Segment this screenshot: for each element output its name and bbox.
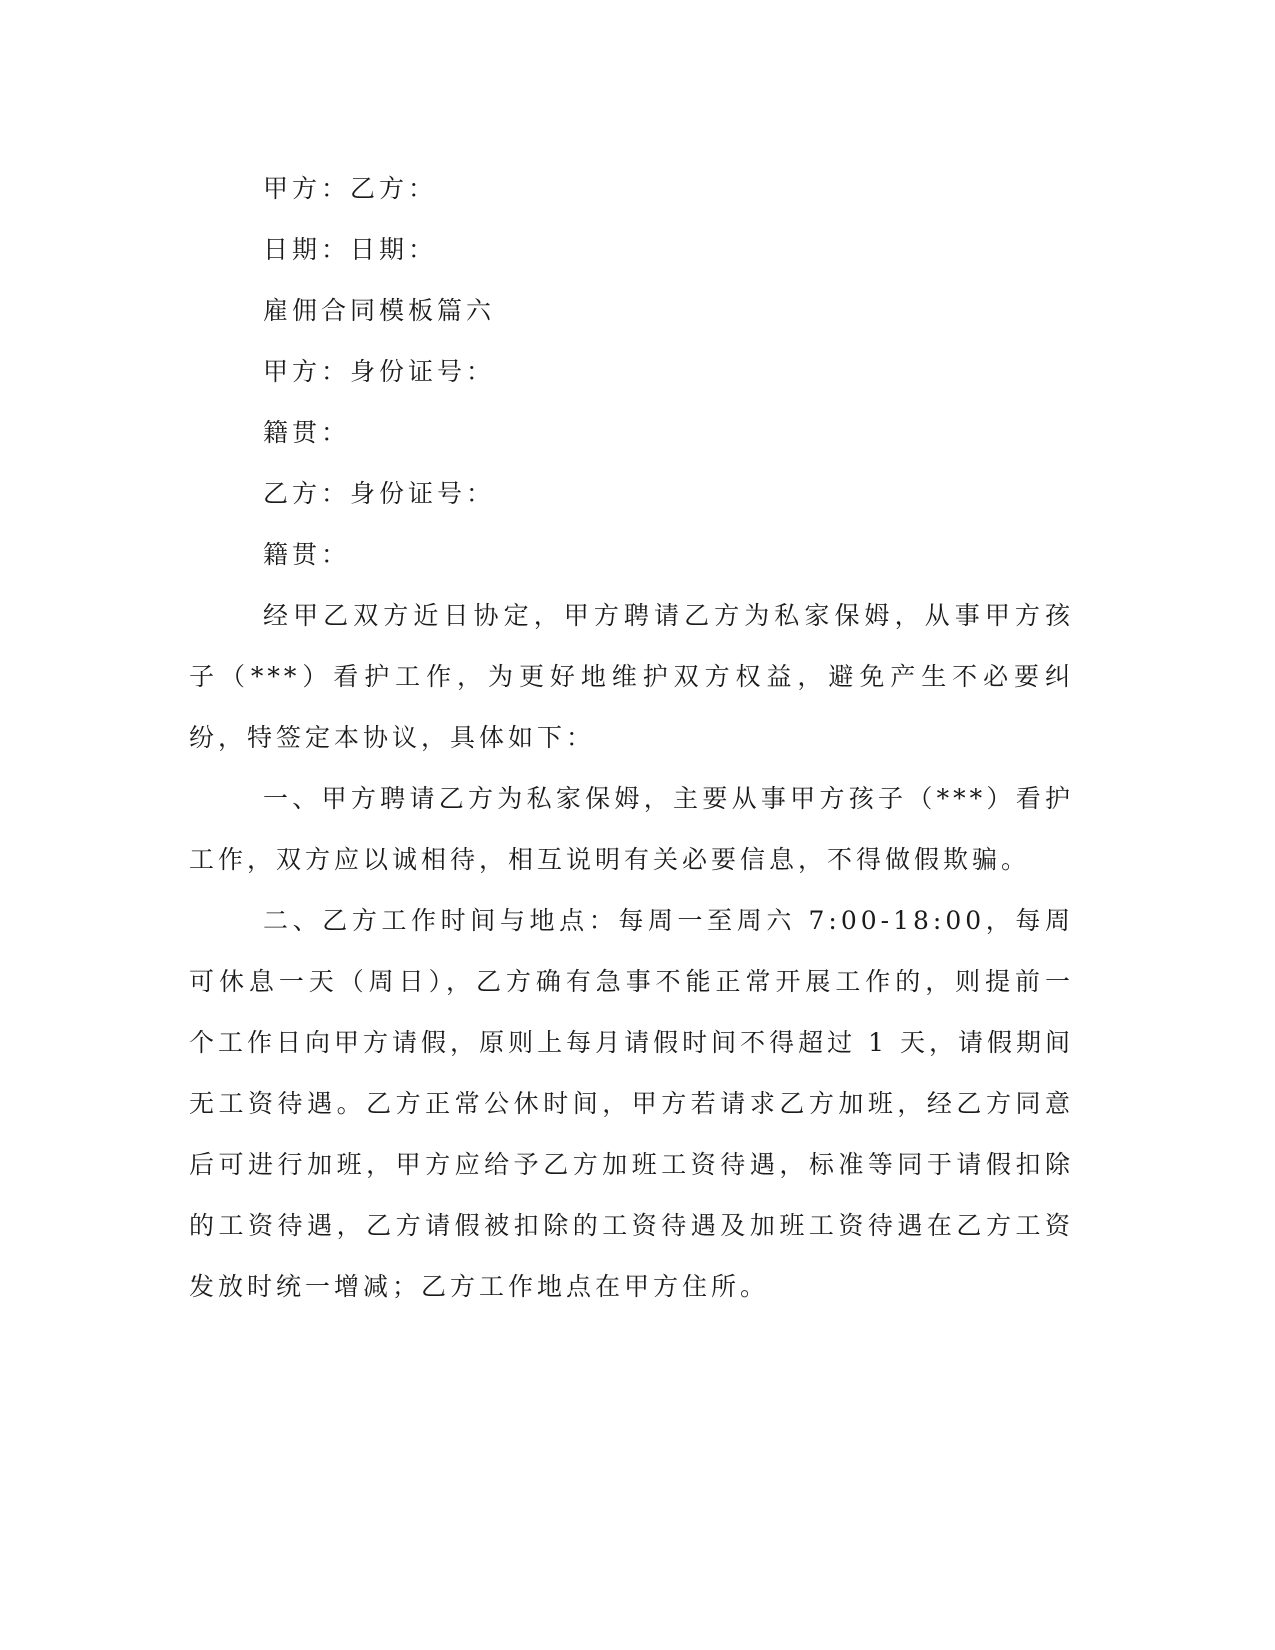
party-a-origin-line: 籍贯： bbox=[263, 418, 351, 447]
party-b-origin-line: 籍贯： bbox=[263, 540, 351, 569]
party-signature-line: 甲方：乙方： bbox=[263, 174, 438, 203]
clause-2-paragraph: 二、乙方工作时间与地点：每周一至周六 7:00-18:00，每周可休息一天（周日），乙方确有急事不能正常开展工作的，则提前一个工作日向甲方请假，原则上每月请假时间不得超过 1 天，请假期间无工资待遇。乙方正常公休时间，甲方若请求乙方加班，经乙方同意后可进行加班，甲方应给予乙方加班工资待遇，标准等同于请假扣除的工资待遇，乙方请假被扣除的工资待遇及加班工资待遇在乙方工资发放时统一增减；乙方工作地点在甲方住所。 bbox=[189, 906, 1074, 1301]
document-body bbox=[189, 158, 1074, 1317]
intro-paragraph: 经甲乙双方近日协定，甲方聘请乙方为私家保姆，从事甲方孩子（***）看护工作，为更好地维护双方权益，避免产生不必要纠纷，特签定本协议，具体如下： bbox=[189, 601, 1074, 752]
clause-1-paragraph: 一、甲方聘请乙方为私家保姆，主要从事甲方孩子（***）看护工作，双方应以诚相待，相互说明有关必要信息，不得做假欺骗。 bbox=[189, 784, 1074, 874]
party-a-id-line: 甲方：身份证号： bbox=[263, 357, 496, 386]
party-b-id-line: 乙方：身份证号： bbox=[263, 479, 496, 508]
section-title: 雇佣合同模板篇六 bbox=[263, 296, 496, 325]
date-signature-line: 日期：日期： bbox=[263, 235, 438, 264]
